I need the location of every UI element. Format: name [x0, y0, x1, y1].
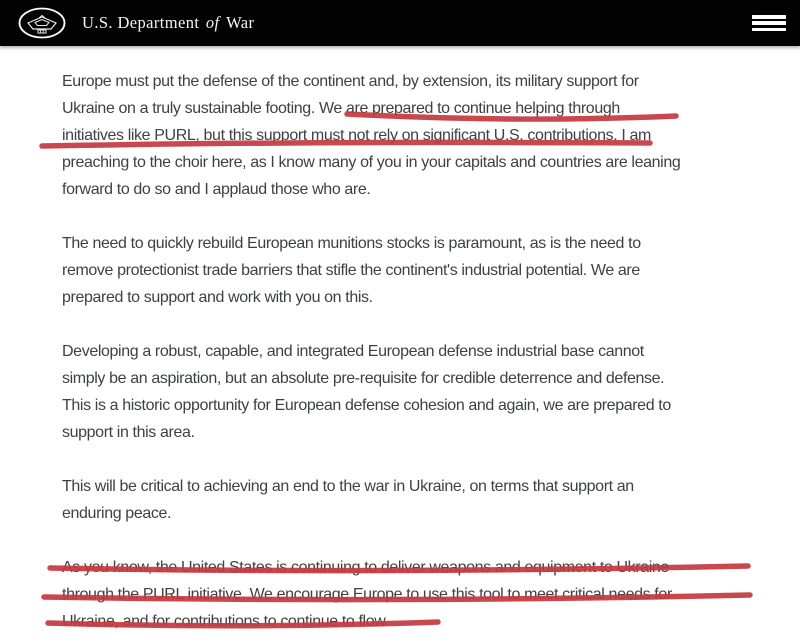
hamburger-bar [752, 28, 786, 32]
site-header [0, 0, 800, 46]
hamburger-bar [752, 15, 786, 19]
pentagon-seal-icon [18, 7, 66, 39]
paragraph-2 [62, 230, 760, 311]
text-line: forward to do so and I applaud those who are. [62, 181, 371, 198]
text-line: Ukraine, and for contributions to continue to flow. [62, 613, 389, 630]
text-line: preaching to the choir here, as I know many of you in your capitals and countries are leaning [62, 154, 681, 171]
article-body [0, 46, 800, 642]
site-title-prefix: U.S. Department [82, 13, 200, 32]
text-line: As you know, the United States is continuing to deliver weapons and equipment to Ukraine [62, 559, 669, 576]
site-title-suffix: War [226, 13, 255, 32]
text-line: enduring peace. [62, 505, 172, 522]
brand-home-link[interactable] [18, 7, 254, 39]
text-line: This will be critical to achieving an end to the war in Ukraine, on terms that support an [62, 478, 634, 495]
text-line: remove protectionist trade barriers that stifle the continent's industrial potential. We are [62, 262, 640, 279]
site-title [82, 13, 254, 33]
paragraph-5 [62, 554, 760, 635]
paragraph-4 [62, 473, 760, 527]
text-line: Europe must put the defense of the continent and, by extension, its military support for [62, 73, 639, 90]
text-line: simply be an aspiration, but an absolute pre-requisite for credible deterrence and defense. [62, 370, 665, 387]
hamburger-menu-icon[interactable] [752, 13, 786, 33]
text-line: support in this area. [62, 424, 195, 441]
paragraph-1 [62, 68, 760, 203]
paragraph-3 [62, 338, 760, 446]
text-line: prepared to support and work with you on this. [62, 289, 373, 306]
text-line: Ukraine on a truly sustainable footing. We are prepared to continue helping through [62, 100, 620, 117]
text-line: The need to quickly rebuild European munitions stocks is paramount, as is the need to [62, 235, 641, 252]
text-line: This is a historic opportunity for European defense cohesion and again, we are prepared to [62, 397, 671, 414]
text-line: initiatives like PURL, but this support must not rely on significant U.S. contributions. I am [62, 127, 651, 144]
text-line: through the PURL initiative. We encourage Europe to use this tool to meet critical needs for [62, 586, 672, 603]
text-line: Developing a robust, capable, and integrated European defense industrial base cannot [62, 343, 644, 360]
site-title-of: of [205, 13, 220, 32]
hamburger-bar [752, 21, 786, 25]
